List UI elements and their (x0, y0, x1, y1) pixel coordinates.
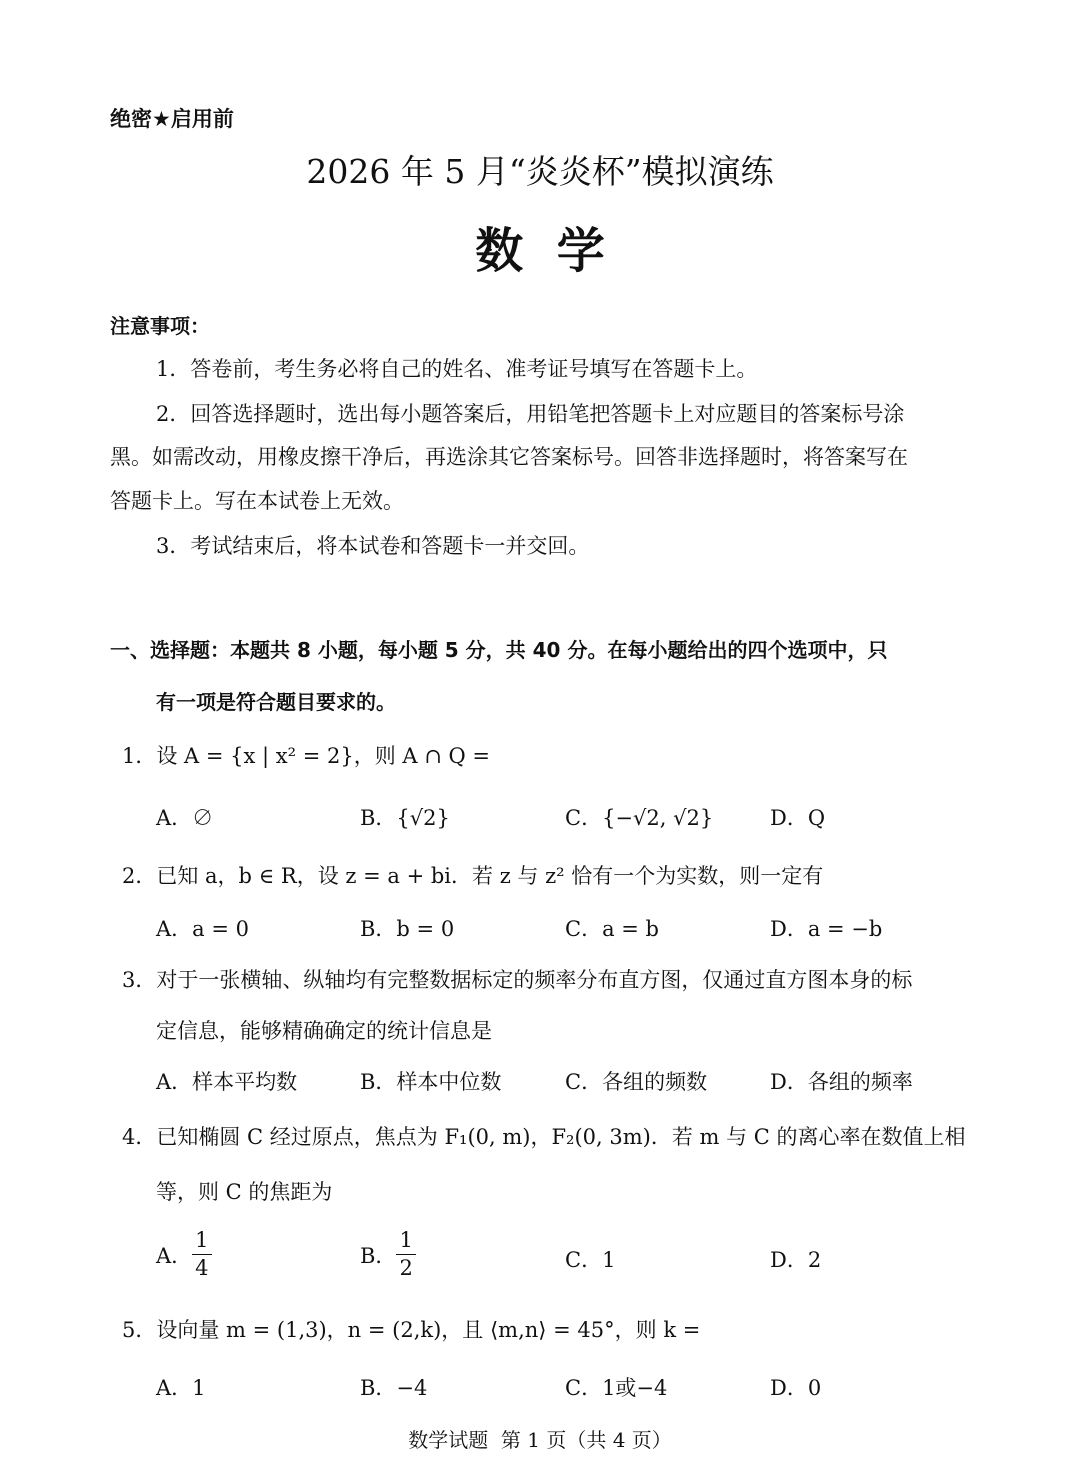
page-footer: 数学试题 第 1 页（共 4 页） (408, 1428, 672, 1452)
question-4-option-b (360, 1230, 416, 1279)
note-1: 1．答卷前，考生务必将自己的姓名、准考证号填写在答题卡上。 (156, 357, 758, 381)
question-3-option-b: B．样本中位数 (360, 1070, 502, 1094)
fraction-numerator: 1 (192, 1230, 211, 1255)
question-3-stem-line-b: 定信息，能够精确确定的统计信息是 (156, 1019, 492, 1043)
question-1-stem: 1．设 A = {x | x² = 2}，则 A ∩ Q = (122, 744, 490, 768)
exam-title: 2026 年 5 月“炎炎杯”模拟演练 (306, 152, 774, 191)
subject-title: 数 学 (475, 223, 605, 279)
question-4-stem-line-a: 4．已知椭圆 C 经过原点，焦点为 F₁(0, m)，F₂(0, 3m)．若 m 与 C 的离心率在数值上相 (122, 1125, 966, 1149)
question-5-option-c: C．1或−4 (565, 1376, 668, 1400)
section-heading-line-2: 有一项是符合题目要求的。 (156, 690, 396, 714)
question-5-option-a: A．1 (156, 1376, 206, 1400)
fraction-numerator: 1 (396, 1230, 415, 1255)
fraction-denominator: 2 (399, 1256, 413, 1280)
question-3-option-c: C．各组的频数 (565, 1070, 708, 1094)
question-4-option-d: D．2 (770, 1248, 822, 1272)
question-4-option-c: C．1 (565, 1248, 616, 1272)
note-2-line-c: 答题卡上。写在本试卷上无效。 (110, 489, 404, 513)
fraction-denominator: 4 (195, 1256, 209, 1280)
note-2-line-b: 黑。如需改动，用橡皮擦干净后，再选涂其它答案标号。回答非选择题时，将答案写在 (110, 445, 908, 469)
question-5-stem: 5．设向量 m = (1,3)，n = (2,k)，且 ⟨m,n⟩ = 45°，则 k = (122, 1318, 701, 1342)
question-1-option-d: D．Q (770, 806, 826, 830)
note-3: 3．考试结束后，将本试卷和答题卡一并交回。 (156, 534, 590, 558)
question-3-stem-line-a: 3．对于一张横轴、纵轴均有完整数据标定的频率分布直方图，仅通过直方图本身的标 (122, 968, 913, 992)
question-1-option-a: A．∅ (156, 806, 214, 830)
question-4-option-a (156, 1230, 212, 1279)
fraction (396, 1230, 415, 1279)
question-5-option-d: D．0 (770, 1376, 822, 1400)
section-heading-line-1: 一、选择题：本题共 8 小题，每小题 5 分，共 40 分。在每小题给出的四个选项中，只 (110, 638, 888, 662)
secrecy-label: 绝密★启用前 (110, 107, 234, 131)
question-2-option-c: C．a = b (565, 917, 659, 941)
question-5-option-b: B．−4 (360, 1376, 428, 1400)
question-3-option-a: A．样本平均数 (156, 1070, 298, 1094)
question-3-option-d: D．各组的频率 (770, 1070, 913, 1094)
option-label: B． (360, 1243, 397, 1268)
note-2-line-a: 2．回答选择题时，选出每小题答案后，用铅笔把答题卡上对应题目的答案标号涂 (156, 402, 905, 426)
question-2-stem: 2．已知 a，b ∈ R，设 z = a + bi．若 z 与 z² 恰有一个为实数，则一定有 (122, 864, 824, 888)
option-label: A． (156, 1243, 193, 1268)
question-2-option-b: B．b = 0 (360, 917, 455, 941)
notes-heading: 注意事项： (110, 314, 210, 338)
question-1-option-b: B．{√2} (360, 806, 450, 830)
question-2-option-d: D．a = −b (770, 917, 883, 941)
question-2-option-a: A．a = 0 (156, 917, 249, 941)
fraction (192, 1230, 211, 1279)
question-4-stem-line-b: 等，则 C 的焦距为 (156, 1180, 333, 1204)
question-1-option-c: C．{−√2, √2} (565, 806, 714, 830)
